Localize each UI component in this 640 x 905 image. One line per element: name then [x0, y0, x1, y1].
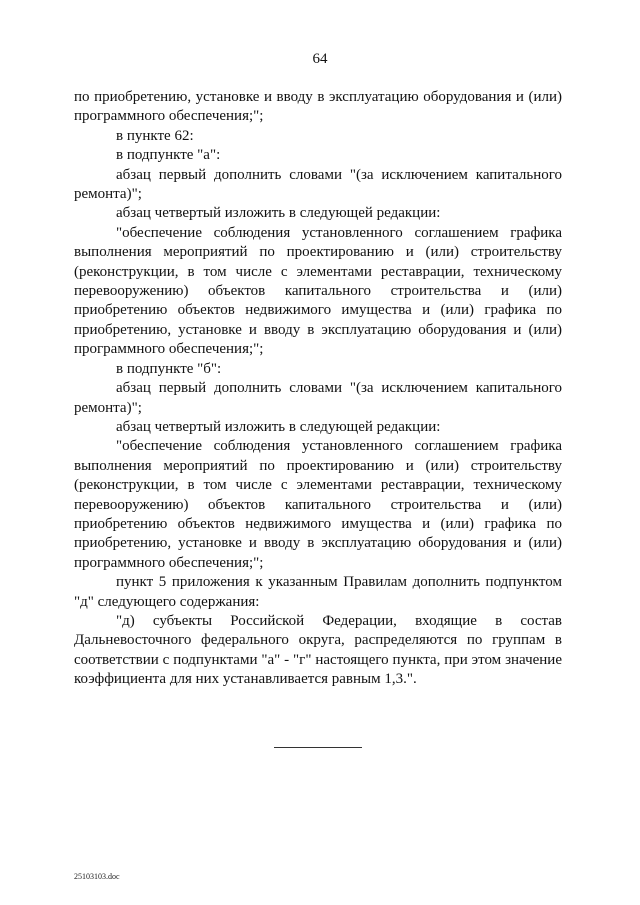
paragraph: абзац первый дополнить словами "(за исключением капитального ремонта)";	[74, 380, 562, 416]
document-body	[74, 88, 562, 690]
paragraph: "д) субъекты Российской Федерации, входящие в состав Дальневосточного федерального округа, распределяются по группам в соответствии с подпунктами "а" - "г" настоящего пункта, при этом значение коэффициента для них устанавливается равным 1,3.".	[74, 612, 562, 688]
paragraph: "обеспечение соблюдения установленного соглашением графика выполнения мероприятий по проектированию и (или) строительству (реконструкции, в том числе с элементами реставрации, техническому перевооружению) объектов капитального строительства и (или) приобретению объектов недвижимого имущества и (или) графика по приобретению, установке и вводу в эксплуатацию оборудования и (или) программного обеспечения;";	[74, 438, 562, 571]
paragraph: в подпункте "а":	[116, 147, 221, 164]
paragraph: абзац четвертый изложить в следующей редакции:	[116, 418, 441, 435]
paragraph: абзац четвертый изложить в следующей редакции:	[116, 205, 441, 222]
paragraph: "обеспечение соблюдения установленного соглашением графика выполнения мероприятий по проектированию и (или) строительству (реконструкции, в том числе с элементами реставрации, техническому перевооружению) объектов капитального строительства и (или) приобретению объектов недвижимого имущества и (или) графика по приобретению, установке и вводу в эксплуатацию оборудования и (или) программного обеспечения;";	[74, 224, 562, 358]
paragraph: абзац первый дополнить словами "(за исключением капитального ремонта)";	[74, 166, 562, 203]
footer-filename: 25103103.doc	[74, 872, 120, 881]
page-number: 64	[312, 51, 328, 67]
end-of-text-rule	[274, 747, 362, 748]
paragraph: в подпункте "б":	[116, 360, 222, 377]
paragraph: в пункте 62:	[116, 127, 194, 144]
paragraph: пункт 5 приложения к указанным Правилам дополнить подпунктом "д" следующего содержания:	[74, 574, 562, 610]
paragraph: по приобретению, установке и вводу в эксплуатацию оборудования и (или) программного обеспечения;";	[74, 89, 562, 125]
